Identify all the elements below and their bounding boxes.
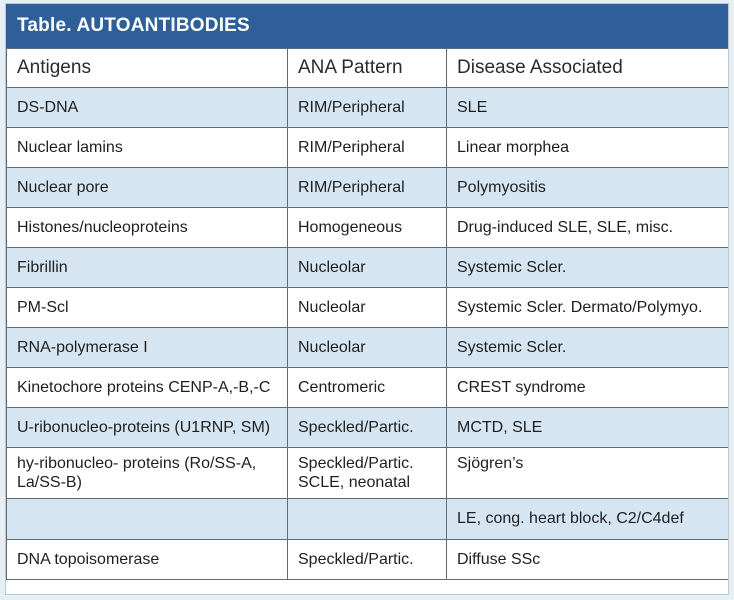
cell-antigen: hy-ribonucleo- proteins (Ro/SS-A, La/SS-B): [7, 448, 288, 499]
cell-antigen: DS-DNA: [7, 88, 288, 128]
table-row: [7, 408, 729, 448]
cell-antigen: Nuclear pore: [7, 168, 288, 208]
header-antigens: Antigens: [7, 49, 288, 88]
cell-ana-pattern: Speckled/Partic. SCLE, neonatal: [288, 448, 447, 499]
header-row: [7, 49, 729, 88]
table-title: Table. AUTOANTIBODIES: [6, 4, 728, 48]
table-row: [7, 448, 729, 499]
cell-antigen: Kinetochore proteins CENP-A,-B,-C: [7, 368, 288, 408]
cell-ana-pattern: Nucleolar: [288, 248, 447, 288]
cell-ana-pattern: Speckled/Partic.: [288, 408, 447, 448]
table-row: [7, 499, 729, 540]
cell-antigen: PM-Scl: [7, 288, 288, 328]
cell-disease: CREST syndrome: [447, 368, 729, 408]
table-row: [7, 88, 729, 128]
cell-ana-pattern: Nucleolar: [288, 288, 447, 328]
table-row: [7, 540, 729, 580]
cell-disease: Sjögren’s: [447, 448, 729, 499]
cell-ana-pattern: RIM/Peripheral: [288, 88, 447, 128]
cell-disease: Diffuse SSc: [447, 540, 729, 580]
table-row: [7, 248, 729, 288]
header-ana-pattern: ANA Pattern: [288, 49, 447, 88]
cell-disease: MCTD, SLE: [447, 408, 729, 448]
cell-antigen: Fibrillin: [7, 248, 288, 288]
cell-ana-pattern: RIM/Peripheral: [288, 168, 447, 208]
cell-ana-pattern: Homogeneous: [288, 208, 447, 248]
cell-disease: Polymyositis: [447, 168, 729, 208]
cell-antigen: RNA-polymerase I: [7, 328, 288, 368]
cell-ana-pattern: [288, 499, 447, 540]
table-row: [7, 288, 729, 328]
table-row: [7, 368, 729, 408]
cell-antigen: U-ribonucleo-proteins (U1RNP, SM): [7, 408, 288, 448]
cell-antigen: Nuclear lamins: [7, 128, 288, 168]
table-row: [7, 208, 729, 248]
cell-antigen: [7, 499, 288, 540]
cell-disease: Systemic Scler.: [447, 328, 729, 368]
table-row: [7, 328, 729, 368]
header-disease-associated: Disease Associated: [447, 49, 729, 88]
cell-ana-pattern: Centromeric: [288, 368, 447, 408]
cell-disease: Systemic Scler. Dermato/Polymyo.: [447, 288, 729, 328]
cell-antigen: Histones/nucleoproteins: [7, 208, 288, 248]
cell-ana-pattern: Speckled/Partic.: [288, 540, 447, 580]
table-row: [7, 168, 729, 208]
cell-antigen: DNA topoisomerase: [7, 540, 288, 580]
table-row: [7, 128, 729, 168]
autoantibodies-table-figure: [5, 3, 729, 595]
cell-ana-pattern: Nucleolar: [288, 328, 447, 368]
cell-disease: Linear morphea: [447, 128, 729, 168]
cell-ana-pattern: RIM/Peripheral: [288, 128, 447, 168]
cell-disease: SLE: [447, 88, 729, 128]
autoantibodies-table: [6, 48, 729, 580]
cell-disease: Drug-induced SLE, SLE, misc.: [447, 208, 729, 248]
cell-disease: LE, cong. heart block, C2/C4def: [447, 499, 729, 540]
cell-disease: Systemic Scler.: [447, 248, 729, 288]
